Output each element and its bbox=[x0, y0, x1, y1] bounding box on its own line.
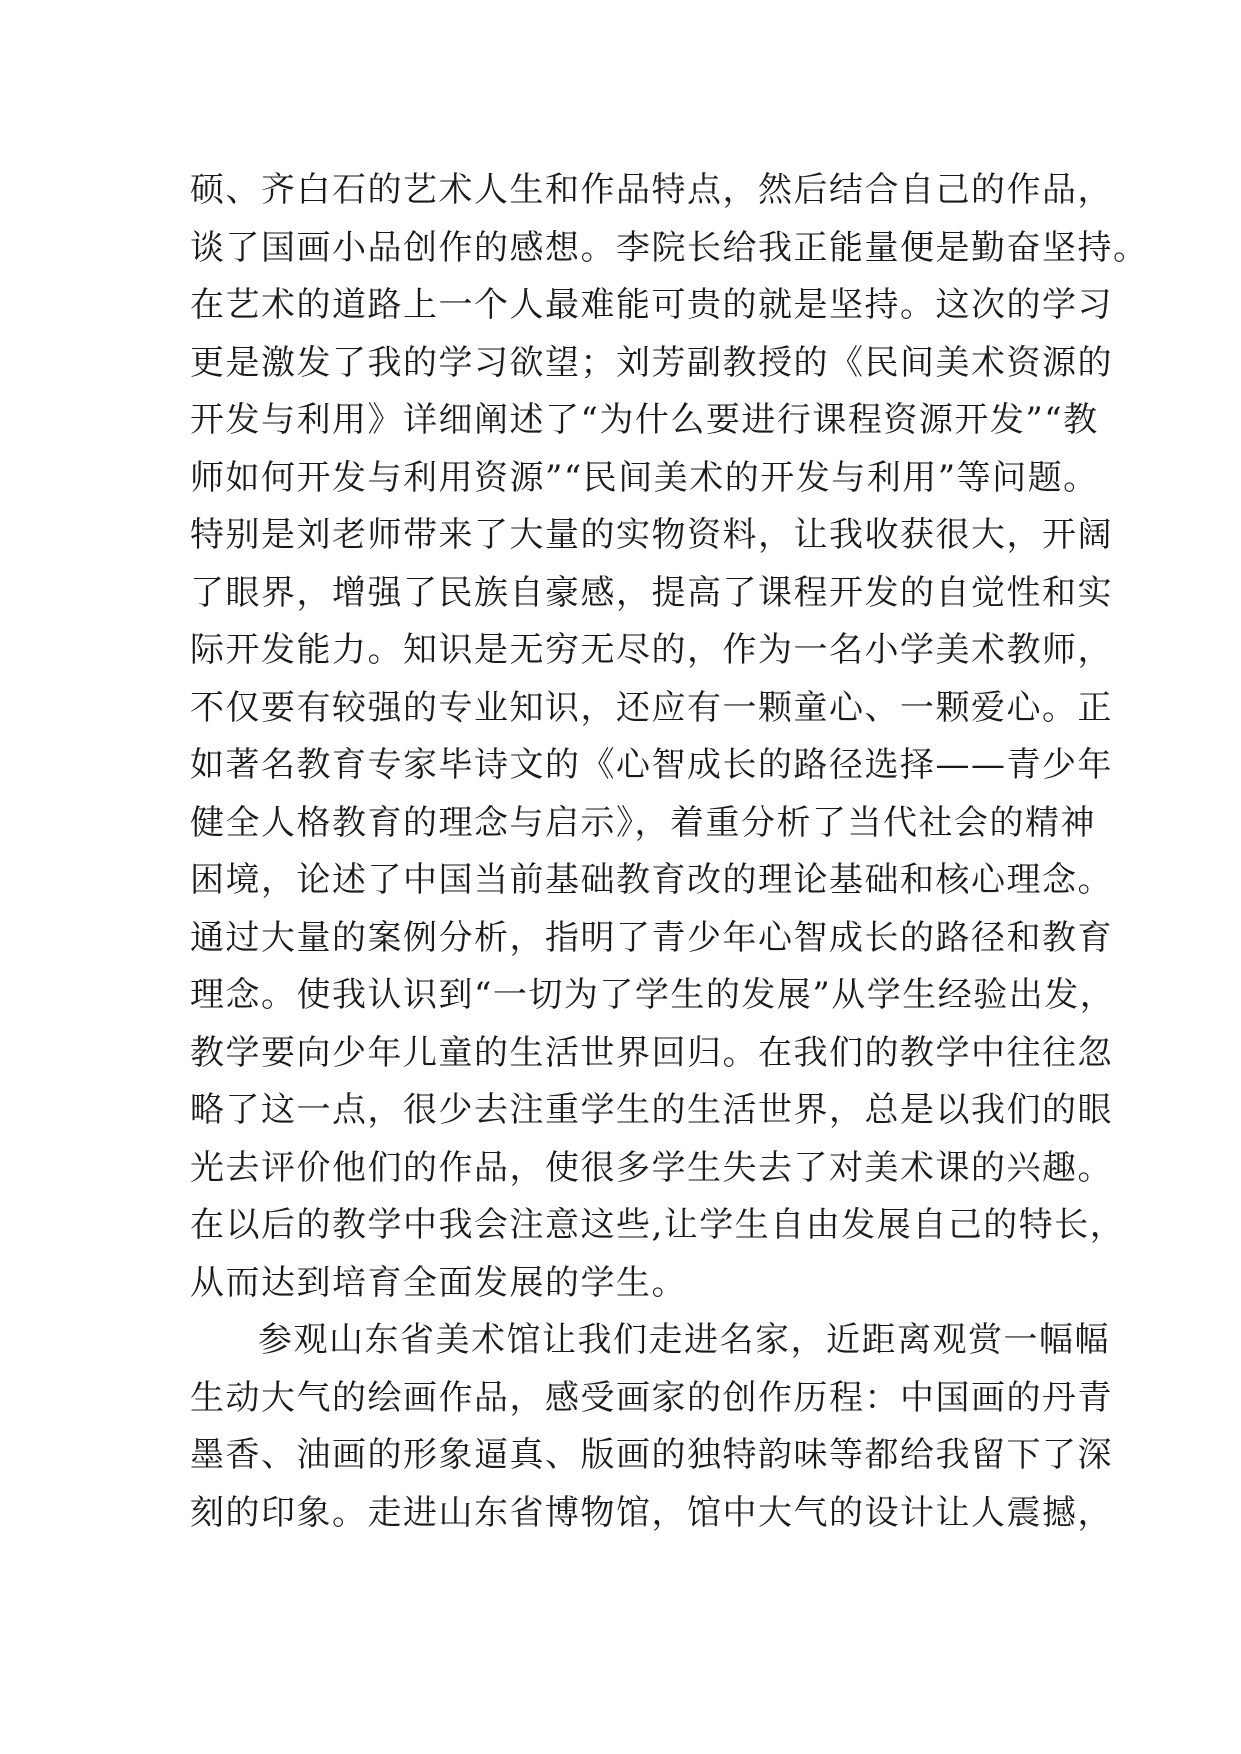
text-line: 际开发能力。知识是无穷无尽的，作为一名小学美术教师， bbox=[190, 630, 1113, 670]
text-line: 光去评价他们的作品，使很多学生失去了对美术课的兴趣。 bbox=[190, 1147, 1113, 1188]
text-line: 略了这一点，很少去注重学生的生活世界，总是以我们的眼 bbox=[190, 1090, 1113, 1130]
text-line: 生动大气的绘画作品，感受画家的创作历程：中国画的丹青 bbox=[190, 1377, 1113, 1418]
text-line: 更是激发了我的学习欲望；刘芳副教授的《民间美术资源的 bbox=[190, 342, 1113, 383]
text-line: 墨香、油画的形象逼真、版画的独特韵味等都给我留下了深 bbox=[190, 1435, 1113, 1475]
text-line: 不仅要有较强的专业知识，还应有一颗童心、一颗爱心。正 bbox=[190, 687, 1113, 728]
text-line: 理念。使我认识到“一切为了学生的发展”从学生经验出发， bbox=[190, 975, 1116, 1015]
text-line: 师如何开发与利用资源”“民间美术的开发与利用”等问题。 bbox=[190, 457, 1099, 498]
text-line: 教学要向少年儿童的生活世界回归。在我们的教学中往往忽 bbox=[190, 1032, 1113, 1073]
text-line: 开发与利用》详细阐述了“为什么要进行课程资源开发”“教 bbox=[190, 400, 1099, 440]
text-line: 从而达到培育全面发展的学生。 bbox=[190, 1262, 687, 1303]
text-line: 硕、齐白石的艺术人生和作品特点，然后结合自己的作品， bbox=[190, 170, 1113, 210]
text-line: 困境，论述了中国当前基础教育改的理论基础和核心理念。 bbox=[190, 860, 1113, 900]
text-line: 在艺术的道路上一个人最难能可贵的就是坚持。这次的学习 bbox=[190, 285, 1113, 325]
text-line: 如著名教育专家毕诗文的《心智成长的路径选择——青少年 bbox=[190, 745, 1113, 785]
text-line: 健全人格教育的理念与启示》，着重分析了当代社会的精神 bbox=[190, 802, 1096, 843]
text-line: 刻的印象。走进山东省博物馆，馆中大气的设计让人震撼， bbox=[190, 1492, 1113, 1533]
text-line: 通过大量的案例分析，指明了青少年心智成长的路径和教育 bbox=[190, 917, 1113, 958]
paragraph-start-line: 参观山东省美术馆让我们走进名家，近距离观赏一幅幅 bbox=[258, 1320, 1110, 1360]
text-line: 特别是刘老师带来了大量的实物资料，让我收获很大，开阔 bbox=[190, 515, 1113, 555]
text-line: 在以后的教学中我会注意这些,让学生自由发展自己的特长， bbox=[190, 1205, 1126, 1245]
text-line: 了眼界，增强了民族自豪感，提高了课程开发的自觉性和实 bbox=[190, 572, 1113, 613]
text-line: 谈了国画小品创作的感想。李院长给我正能量便是勤奋坚持。 bbox=[190, 227, 1149, 268]
body-text bbox=[190, 162, 1149, 1542]
